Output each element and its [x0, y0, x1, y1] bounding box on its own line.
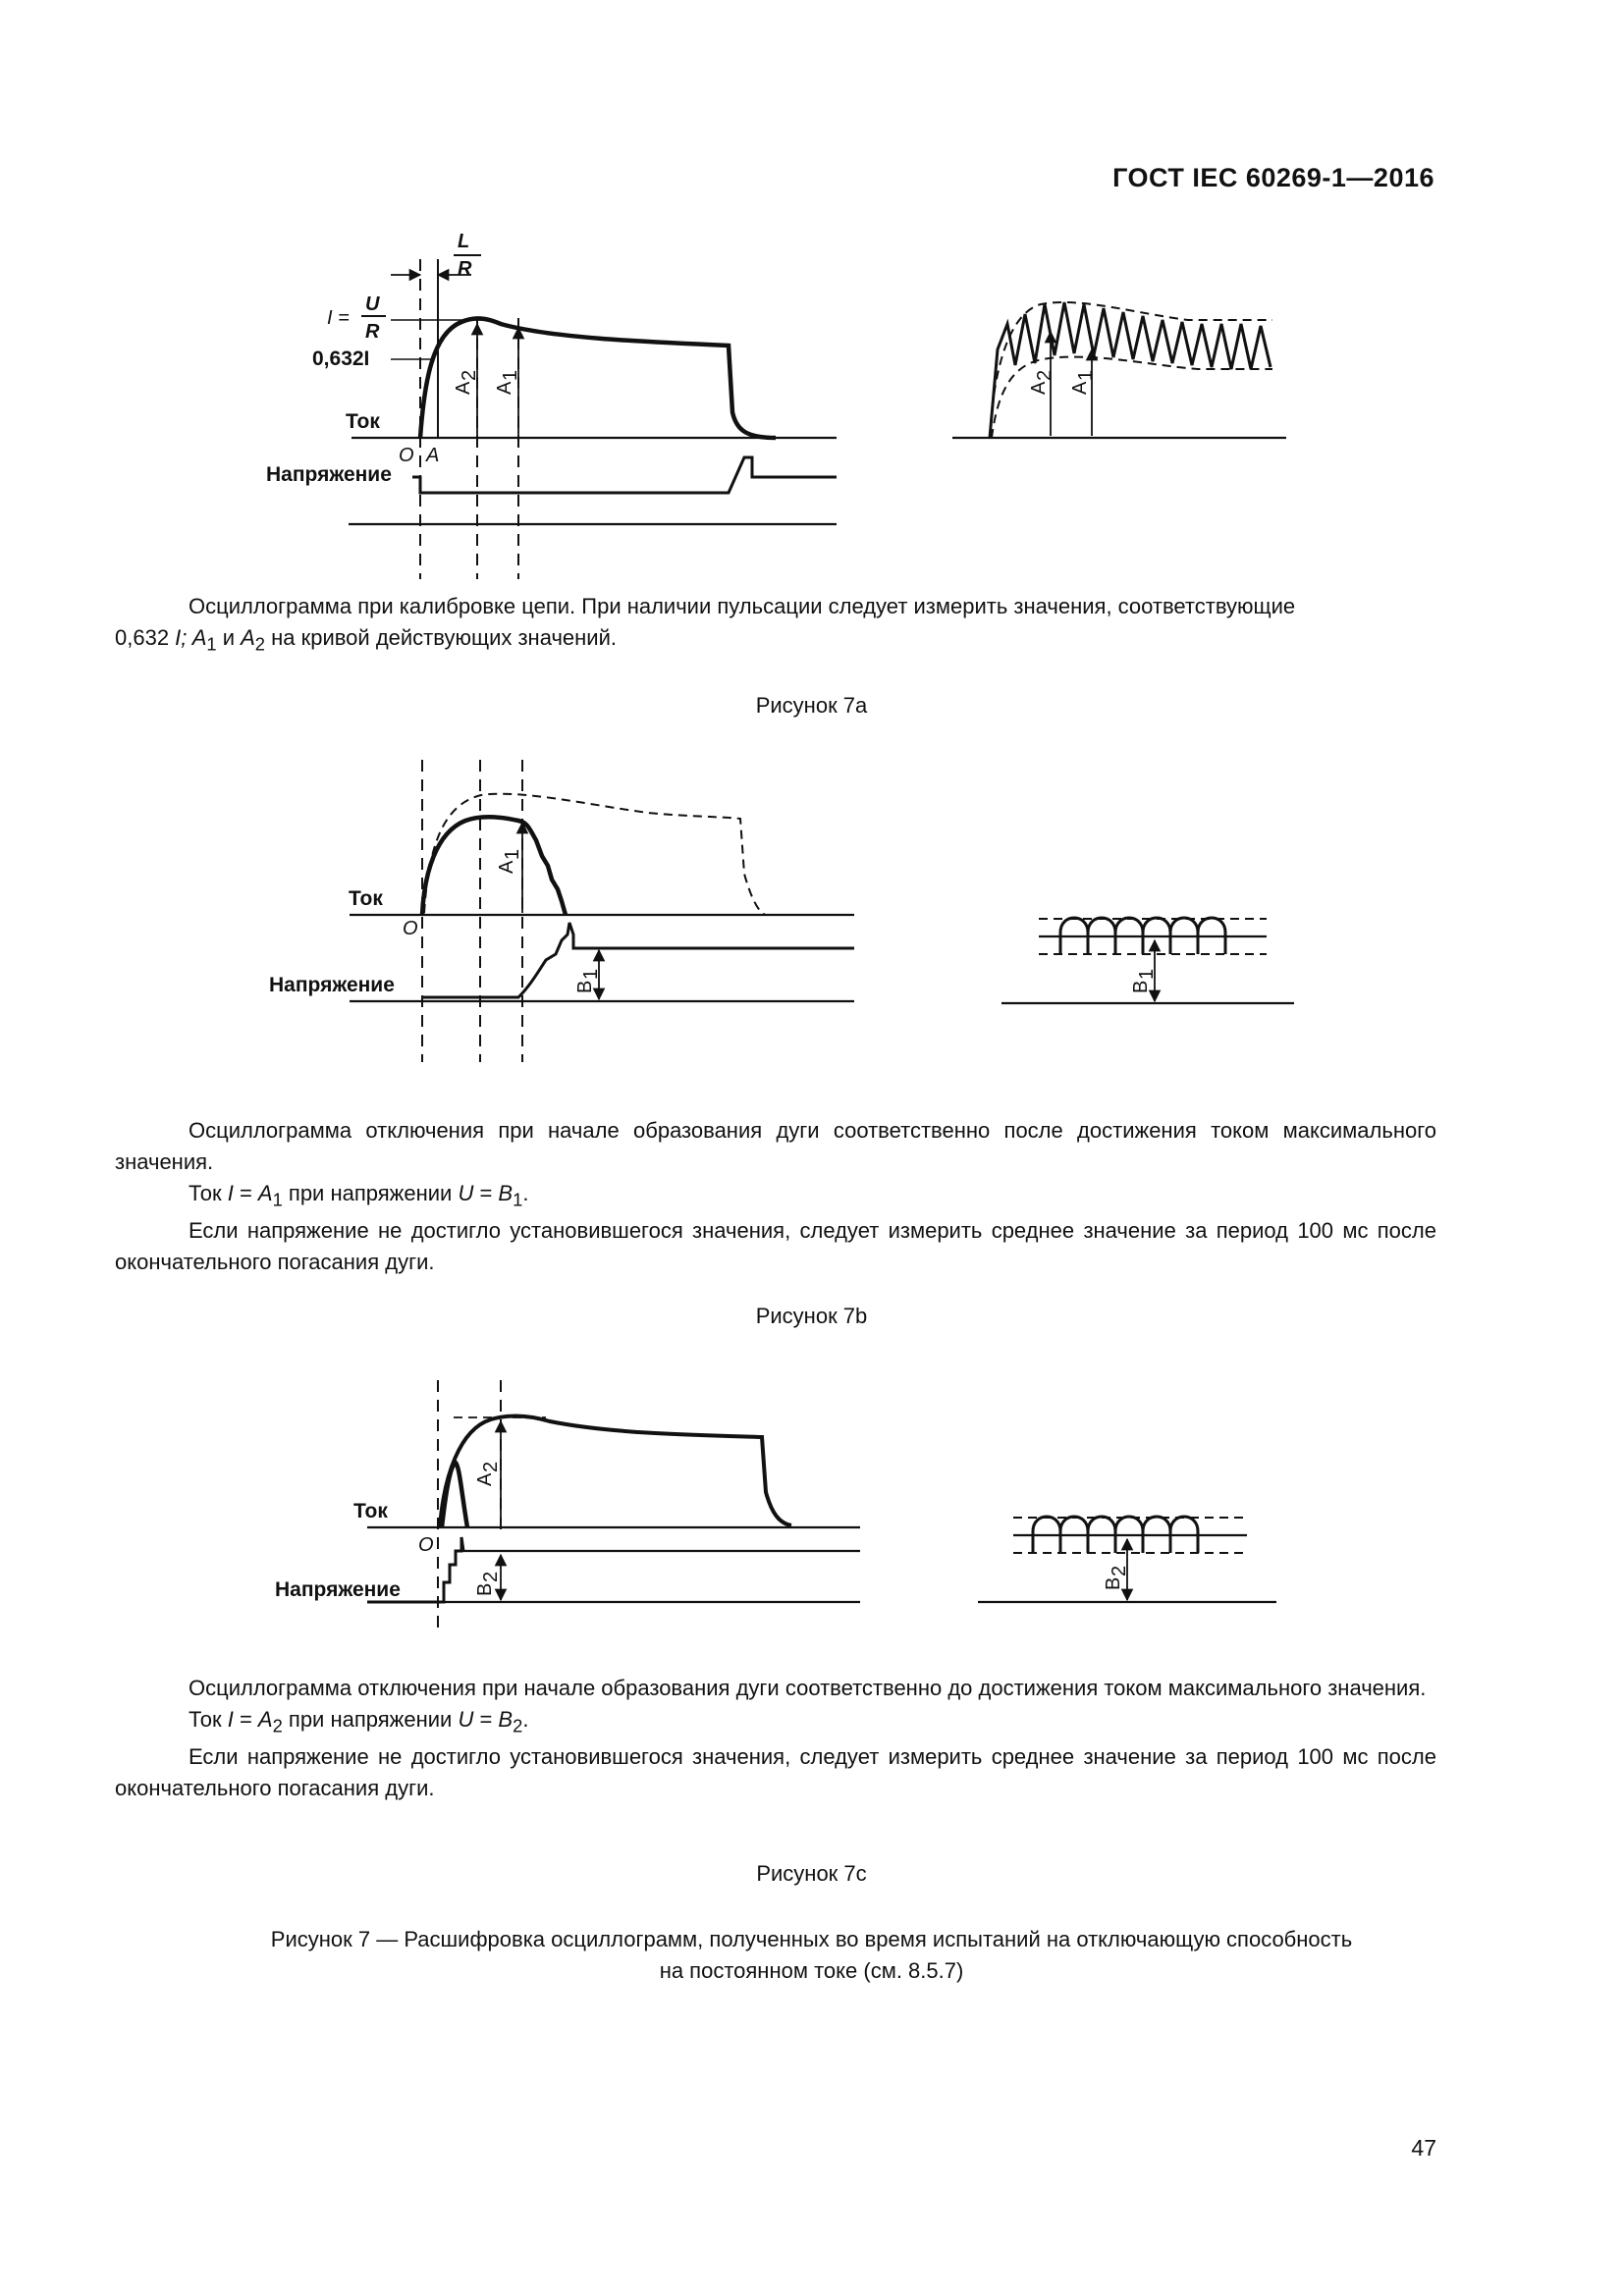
label-b2-7c-right: B: [1103, 1576, 1124, 1590]
text-sub-1: 1: [206, 633, 217, 655]
label-a1-7b: A: [496, 860, 517, 874]
label-lr-numerator: L: [458, 231, 470, 252]
figure-7c-text-p3: Если напряжение не достигло установившегося значения, следует измерить среднее значение за период 100 мс после окончательного погасания дуги.: [115, 1744, 1436, 1801]
label-tok-7a: Ток: [346, 410, 380, 433]
figure-7c-text-p1: Осциллограмма отключения при начале образования дуги соответственно до достижения током максимального значения.: [189, 1676, 1427, 1700]
text-sub-1: 2: [272, 1715, 283, 1736]
figure-7c-left-diagram: [367, 1380, 860, 1631]
text-and: и: [216, 625, 242, 650]
figure-7c-description: [115, 1673, 1436, 1804]
label-a1-sub-7b: 1: [502, 848, 523, 860]
label-o-7c: O: [418, 1534, 434, 1556]
label-o-7b: O: [403, 918, 418, 939]
figure-7-caption: [0, 1924, 1623, 1987]
label-napr-7b: Напряжение: [269, 974, 395, 996]
label-u-numerator: U: [365, 294, 380, 315]
text-sub-2: 2: [513, 1715, 523, 1736]
text-eq2: =: [473, 1181, 499, 1205]
text-i: I: [227, 1181, 234, 1205]
text-eq: =: [233, 1707, 258, 1732]
figure-7-caption-line2: на постоянном токе (см. 8.5.7): [659, 1958, 964, 1983]
label-b1-sub-7b: 1: [580, 968, 602, 980]
text-a2: A: [241, 625, 255, 650]
label-a2-sub-7a: 2: [459, 369, 480, 381]
figure-7b-text-p2: [115, 1178, 1436, 1215]
label-tok-7b: Ток: [349, 887, 383, 910]
label-a2-sub-7c: 2: [480, 1461, 502, 1472]
figure-7c-left-labels: [275, 1462, 502, 1601]
text-u: U: [458, 1181, 474, 1205]
figure-7a-text-line1: Осциллограмма при калибровке цепи. При наличии пульсации следует измерить значения, соответствующие: [189, 594, 1296, 618]
text-pri: при напряжении: [282, 1707, 459, 1732]
label-napr-7a: Напряжение: [266, 463, 392, 486]
text-0632: 0,632: [115, 625, 176, 650]
figure-7a-right-diagram: [952, 302, 1286, 438]
label-0632-i: 0,632I: [312, 347, 370, 370]
label-b2-sub-7c: 2: [480, 1571, 502, 1582]
text-sub-2: 2: [254, 633, 265, 655]
label-b2-7c: B: [474, 1582, 496, 1596]
figure-7b-left-diagram: [350, 760, 854, 1062]
label-o-7a: O: [399, 445, 414, 466]
text-sub-2: 1: [513, 1189, 523, 1210]
figure-7a-right-labels: [1028, 370, 1097, 395]
label-b2-sub-7c-right: 2: [1109, 1565, 1130, 1576]
label-a2-7a-right: A: [1028, 381, 1050, 395]
figure-7-caption-line1: Рисунок 7 — Расшифровка осциллограмм, полученных во время испытаний на отключающую способность: [270, 1927, 1353, 1951]
figure-7a-left-labels: [266, 231, 521, 486]
figure-7a-text-line2: [115, 622, 1436, 660]
label-a1-sub-7a-right: 1: [1075, 369, 1097, 381]
text-a1: A: [257, 1181, 273, 1205]
label-b1-sub-7b-right: 1: [1136, 968, 1158, 980]
text-dot: .: [522, 1181, 529, 1205]
label-napr-7c: Напряжение: [275, 1578, 401, 1601]
label-a2-sub-7a-right: 2: [1034, 369, 1055, 381]
figure-7a-caption: Рисунок 7а: [755, 693, 868, 718]
text-b2: B: [498, 1707, 514, 1732]
text-pri: при напряжении: [282, 1181, 459, 1205]
label-lr-denominator: R: [458, 258, 472, 280]
document-header: ГОСТ IEC 60269-1—2016: [1112, 163, 1434, 192]
label-i-equals: I =: [327, 307, 350, 329]
label-a2-7a: A: [453, 381, 474, 395]
text-eq: =: [233, 1181, 258, 1205]
label-a-7a: A: [426, 445, 440, 466]
label-tok-7c: Ток: [353, 1500, 388, 1522]
text-u: U: [458, 1707, 474, 1732]
text-i: I: [227, 1707, 234, 1732]
figure-7b-text-p1: Осциллограмма отключения при начале образования дуги соответственно после достижения током максимального значения.: [115, 1118, 1436, 1174]
label-a1-7a-right: A: [1069, 381, 1091, 395]
text-b1: B: [498, 1181, 514, 1205]
text-tok: Ток: [189, 1181, 228, 1205]
label-a1-7a: A: [494, 381, 515, 395]
figure-7b-description: [115, 1115, 1436, 1278]
text-rest: на кривой действующих значений.: [264, 625, 617, 650]
label-b1-7b: B: [574, 980, 596, 993]
text-tok: Ток: [189, 1707, 228, 1732]
label-a2-7c: A: [474, 1472, 496, 1486]
page-number: 47: [1411, 2135, 1436, 2161]
text-dot: .: [522, 1707, 529, 1732]
figure-7a-description: [115, 591, 1436, 660]
text-sub-1: 1: [272, 1189, 283, 1210]
label-a1-sub-7a: 1: [500, 369, 521, 381]
figure-7b-caption: Рисунок 7b: [755, 1304, 868, 1328]
figure-7b-left-labels: [269, 849, 602, 996]
figure-7c-right-labels: [1103, 1566, 1130, 1590]
figure-7c-text-p2: [115, 1704, 1436, 1741]
figure-7b-text-p3: Если напряжение не достигло установившегося значения, следует измерить среднее значение за период 100 мс после окончательного погасания дуги.: [115, 1218, 1436, 1275]
text-i-a: I; A: [175, 625, 207, 650]
figure-7c-caption: Рисунок 7с: [756, 1861, 867, 1886]
label-u-denominator: R: [365, 321, 380, 343]
figure-7c-right-diagram: [978, 1517, 1276, 1602]
figure-7b-right-labels: [1130, 969, 1158, 993]
figure-7a-left-diagram: [349, 255, 837, 579]
text-eq2: =: [473, 1707, 499, 1732]
text-a2: A: [257, 1707, 273, 1732]
label-b1-7b-right: B: [1130, 980, 1152, 993]
